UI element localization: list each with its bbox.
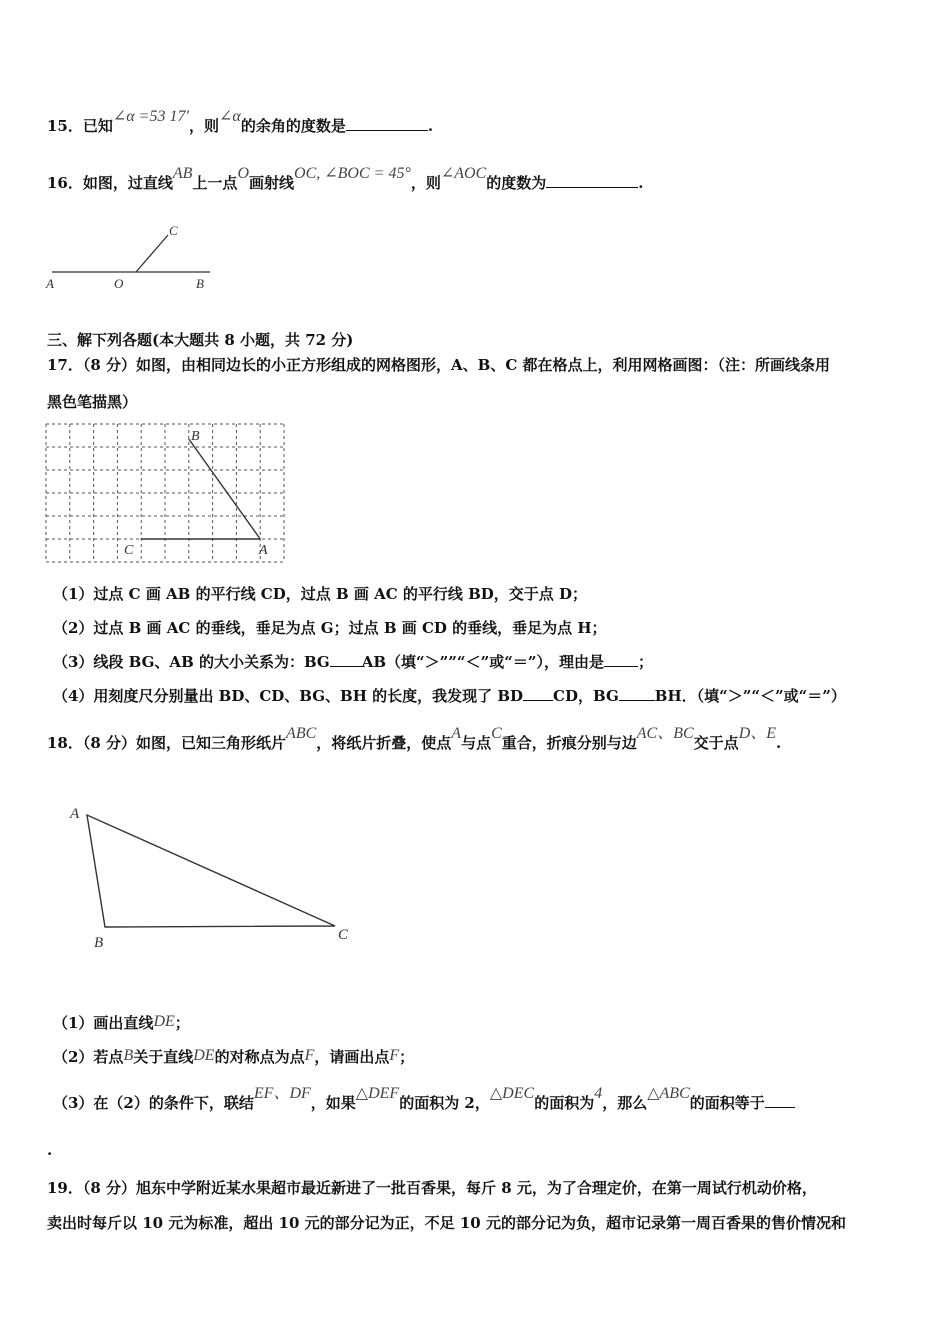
q17-sub-4-text-1: （4）用刻度尺分别量出 BD、CD、BG、BH 的长度，我发现了 BD	[53, 687, 524, 705]
q18-sub-1-text: （1）画出直线	[53, 1014, 154, 1032]
q18-sub-3-text-4: 的面积为	[534, 1094, 595, 1112]
q18-sub-3-text-3: 的面积为 2，	[399, 1094, 490, 1112]
q18-sub-3-blank	[765, 1093, 795, 1108]
q17-sub-3-text-2: AB（填“＞””“＜”或“＝”），理由是	[361, 653, 604, 671]
q18-math-c: C	[491, 725, 502, 742]
q15-period: .	[427, 117, 434, 135]
q16-math-o: O	[237, 165, 249, 182]
q18-math-d-e: D、E	[738, 725, 777, 742]
q17-sub-3-blank-2	[604, 652, 638, 667]
q18-sub-3-text-5: ，那么	[602, 1094, 648, 1112]
q18-text-4: 交于点	[693, 734, 739, 752]
label-a: A	[259, 543, 268, 558]
q16-math-aoc: ∠AOC	[440, 165, 487, 182]
q18-sub-2-text-2: 关于直线	[133, 1048, 194, 1066]
q15-math-alpha-value: ∠α =53 17′	[112, 108, 189, 125]
label-a: A	[46, 276, 54, 291]
q15-math-alpha: ∠α	[219, 108, 241, 125]
q18-prefix: 18．（8 分）如图，已知三角形纸片	[47, 734, 287, 752]
q18-triangle-figure	[60, 798, 360, 952]
q17-sub-3	[53, 652, 653, 672]
label-b: B	[191, 429, 200, 444]
q18-sub-1-math-de: DE	[153, 1013, 175, 1030]
q18-sub-2	[53, 1047, 414, 1068]
q18-sub-3-math-abc: △ABC	[647, 1085, 690, 1102]
q18-sub-2-math-de: DE	[193, 1047, 215, 1064]
q18-text-3: 重合，折痕分别与边	[501, 734, 637, 752]
q18-sub-2-math-f-2: F	[389, 1047, 400, 1064]
q17-sub-3-blank-1	[330, 652, 362, 667]
q16-text-3: ，则	[410, 174, 441, 192]
q18-period: .	[776, 734, 782, 752]
q17-sub-4-blank-2	[619, 686, 655, 701]
q16-text-4: 的度数为	[486, 174, 547, 192]
q17-sub-4-text-2: CD，BG	[553, 687, 619, 705]
q18-sub-3-text-1: （3）在（2）的条件下，联结	[53, 1094, 254, 1112]
q16-prefix: 16．如图，过直线	[47, 174, 173, 192]
q18-sub-2-math-b: B	[123, 1047, 134, 1064]
q18-sub-2-end: ；	[399, 1048, 415, 1066]
q17-line-1: 17．（8 分）如图，由相同边长的小正方形组成的网格图形，A、B、C 都在格点上，利用网格画图：（注：所画线条用	[47, 356, 831, 374]
label-c: C	[338, 927, 349, 943]
q15-prefix: 15．已知	[47, 117, 113, 135]
q18-sub-3-dot: .	[47, 1141, 53, 1159]
q18-sub-2-text-4: ，请画出点	[314, 1048, 390, 1066]
q18-sub-2-text-1: （2）若点	[53, 1048, 124, 1066]
q18-text-2: 与点	[461, 734, 492, 752]
q18-math-ac-bc: AC、BC	[636, 725, 694, 742]
q17-sub-3-text-3: ；	[637, 653, 653, 671]
q18-sub-3-math-4: 4	[594, 1085, 603, 1102]
q18-sub-2-math-f: F	[304, 1047, 315, 1064]
q18-sub-3-math-def: △DEF	[355, 1085, 400, 1102]
label-c: C	[124, 543, 134, 558]
q15-text-1: ，则	[188, 117, 219, 135]
q15-text-2: 的余角的度数是	[240, 117, 346, 135]
q19-line-1: 19．（8 分）旭东中学附近某水果超市最近新进了一批百香果，每斤 8 元，为了合理定价，在第一周试行机动价格，	[47, 1179, 817, 1197]
q18-sub-3-math-ef-df: EF、DF	[253, 1085, 311, 1102]
label-b: B	[94, 935, 104, 951]
q18-math-a: A	[451, 725, 462, 742]
q17-line-2: 黑色笔描黑）	[47, 393, 138, 411]
q16-math-ab: AB	[172, 165, 193, 182]
label-o: O	[114, 276, 124, 291]
question-18	[47, 725, 782, 754]
section-3-heading: 三、解下列各题(本大题共 8 小题，共 72 分)	[47, 331, 354, 349]
label-b: B	[196, 276, 204, 291]
q16-period: .	[638, 174, 644, 192]
q17-sub-3-text-1: （3）线段 BG、AB 的大小关系为：BG	[53, 653, 330, 671]
q16-math-boc: OC, ∠BOC = 45°	[294, 165, 411, 182]
q18-sub-1-end: ；	[174, 1014, 190, 1032]
q16-figure	[40, 218, 230, 296]
q18-sub-3	[53, 1085, 795, 1114]
q18-math-abc: ABC	[286, 725, 317, 742]
question-15	[47, 108, 434, 137]
q18-sub-2-text-3: 的对称点为点	[214, 1048, 305, 1066]
q17-sub-4	[53, 686, 846, 706]
q17-sub-4-text-3: BH．（填“＞”“＜”或“＝”）	[654, 687, 846, 705]
q18-sub-1	[53, 1013, 190, 1034]
q19-line-2: 卖出时每斤以 10 元为标准，超出 10 元的部分记为正，不足 10 元的部分记为负，超市记录第一周百香果的售价情况和	[47, 1214, 846, 1232]
q17-sub-2: （2）过点 B 画 AC 的垂线，垂足为点 G；过点 B 画 CD 的垂线，垂足为点 H；	[53, 619, 607, 637]
q15-answer-blank	[346, 116, 428, 131]
segment-ba	[189, 439, 260, 539]
label-a: A	[70, 806, 80, 822]
question-16	[47, 165, 644, 194]
q16-answer-blank	[546, 173, 638, 188]
q18-sub-3-text-6: 的面积等于	[689, 1094, 765, 1112]
q18-sub-3-math-dec: △DEC	[489, 1085, 535, 1102]
q17-sub-1: （1）过点 C 画 AB 的平行线 CD，过点 B 画 AC 的平行线 BD，交于点 D；	[53, 585, 588, 603]
q17-grid-figure	[44, 422, 288, 566]
triangle-abc	[87, 815, 335, 927]
q18-text-1: ，将纸片折叠，使点	[316, 734, 452, 752]
label-c: C	[169, 223, 178, 238]
q16-text-2: 画射线	[249, 174, 295, 192]
q16-text-1: 上一点	[192, 174, 238, 192]
q18-sub-3-text-2: ，如果	[310, 1094, 356, 1112]
q17-sub-4-blank-1	[523, 686, 553, 701]
ray-oc	[136, 235, 168, 272]
